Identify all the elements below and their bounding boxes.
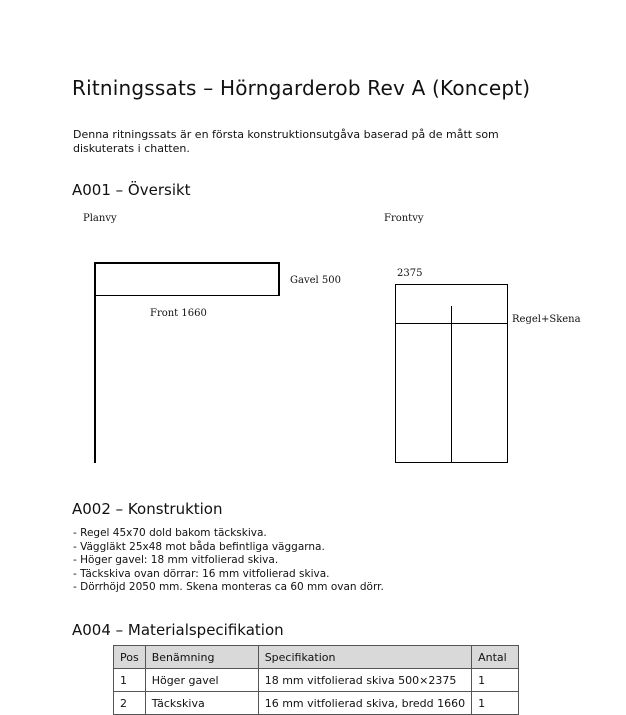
front-right-line: [507, 284, 508, 463]
plan-gable-top-line: [94, 262, 279, 264]
table-header-row: [114, 646, 519, 669]
cell-qty: 1: [472, 692, 519, 715]
plan-gable-dimension: Gavel 500: [290, 275, 341, 286]
list-item: - Täckskiva ovan dörrar: 16 mm vitfolierad skiva.: [73, 567, 330, 580]
cell-qty: 1: [472, 669, 519, 692]
section-heading-a002: A002 – Konstruktion: [72, 500, 223, 518]
front-left-line: [395, 284, 396, 463]
list-item: - Regel 45x70 dold bakom täckskiva.: [73, 527, 267, 539]
plan-gable-end-line: [278, 262, 280, 296]
front-door-divider-line: [451, 306, 452, 463]
section-heading-a001: A001 – Översikt: [72, 181, 191, 199]
column-header-name: Benämning: [145, 646, 258, 669]
material-spec-table: [113, 645, 519, 715]
plan-front-dimension: Front 1660: [150, 308, 207, 319]
front-rail-label: Regel+Skena: [512, 314, 581, 325]
list-item: - Höger gavel: 18 mm vitfolierad skiva.: [73, 554, 279, 566]
cell-pos: 1: [114, 669, 146, 692]
front-height-dimension: 2375: [397, 268, 423, 279]
cell-name: Täckskiva: [145, 692, 258, 715]
construction-notes-list: [73, 527, 384, 595]
section-heading-a004: A004 – Materialspecifikation: [72, 621, 284, 639]
cell-pos: 2: [114, 692, 146, 715]
document-title: Ritningssats – Hörngarderob Rev A (Koncept): [72, 76, 531, 100]
plan-wall-line: [94, 262, 96, 463]
cell-spec: 16 mm vitfolierad skiva, bredd 1660: [258, 692, 471, 715]
list-item: - Väggläkt 25x48 mot båda befintliga väggarna.: [73, 540, 325, 553]
plan-gable-bottom-line: [94, 295, 279, 296]
cell-name: Höger gavel: [145, 669, 258, 692]
front-view-label: Frontvy: [384, 213, 424, 224]
front-top-line: [395, 284, 508, 285]
column-header-qty: Antal: [472, 646, 519, 669]
table-row: [114, 669, 519, 692]
column-header-spec: Specifikation: [258, 646, 471, 669]
cell-spec: 18 mm vitfolierad skiva 500×2375: [258, 669, 471, 692]
table-row: [114, 692, 519, 715]
intro-paragraph: Denna ritningssats är en första konstruktionsutgåva baserad på de mått som diskuterats i chatten.: [73, 128, 499, 155]
list-item: - Dörrhöjd 2050 mm. Skena monteras ca 60 mm ovan dörr.: [73, 581, 384, 593]
column-header-pos: Pos: [114, 646, 146, 669]
plan-view-label: Planvy: [83, 213, 117, 224]
